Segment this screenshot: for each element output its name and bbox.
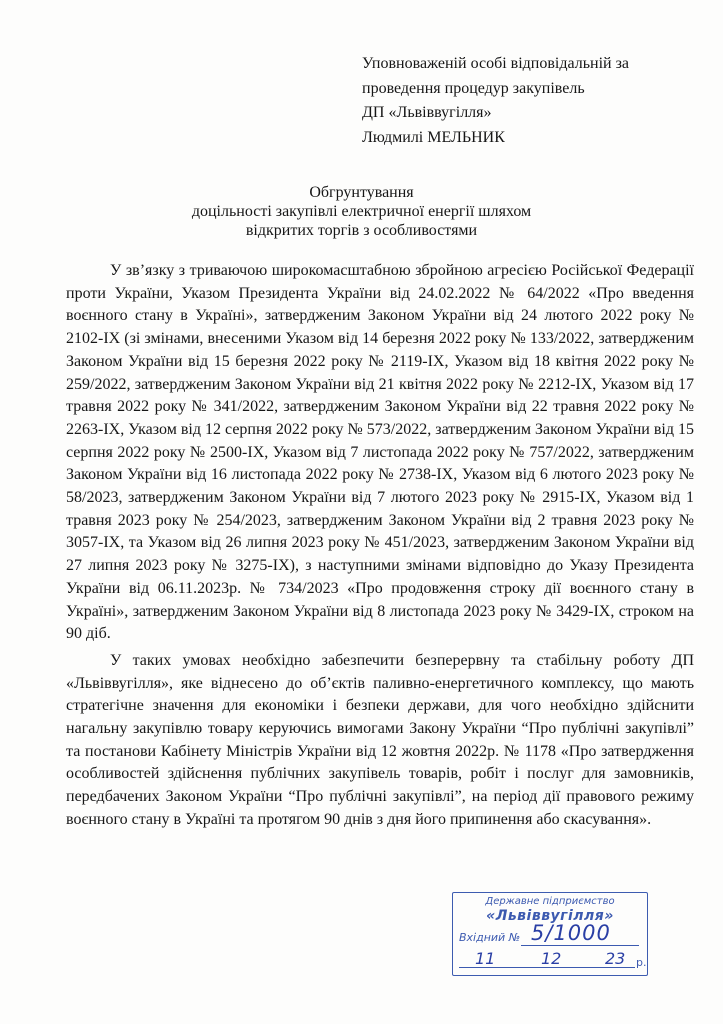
stamp-month: 12	[541, 949, 562, 968]
stamp-name: «Львіввугілля»	[486, 908, 614, 924]
stamp-divider	[459, 967, 635, 968]
document-title	[150, 183, 573, 240]
stamp-divider	[521, 945, 639, 946]
stamp-org: Державне підприємство	[485, 896, 615, 907]
addressee-block	[362, 52, 629, 150]
stamp-incoming-number: 5/1000	[531, 921, 611, 945]
addressee-name: Людмилі МЕЛЬНИК	[362, 128, 505, 146]
paragraph: У зв’язку з триваючою широкомасштабною збройною агресією Російської Федерації проти України, Указом Президента України від 24.02.2022 № 64/2022 «Про введення воєнного стану в Україні», затвердженим Законом України від 24 лютого 2022 року № 2102-IX (зі змінами, внесеними Указом від 14 березня 2022 року № 133/2022, затвердженим Законом України від 15 березня 2022 року № 2119-IX, Указом від 18 квітня 2022 року № 259/2022, затвердженим Законом України від 21 квітня 2022 року № 2212-IX, Указом від 17 травня 2022 року № 341/2022, затвердженим Законом України від 22 травня 2022 року № 2263-IX, Указом від 12 серпня 2022 року № 573/2022, затвердженим Законом України від 15 серпня 2022 року № 2500-IX, Указом від 7 листопада 2022 року № 757/2022, затвердженим Законом України від 16 листопада 2022 року № 2738-IX, Указом від 6 лютого 2023 року № 58/2023, затвердженим Законом України від 7 лютого 2023 року № 2915-IX, Указом від 1 травня 2023 року № 254/2023, затвердженим Законом України від 2 травня 2023 року № 3057-IX, та Указом від 26 липня 2023 року № 451/2023, затвердженим Законом України від 27 липня 2023 року № 3275-IX), з наступними змінами відповідно до Указу Президента України від 06.11.2023р. № 734/2023 «Про продовження строку дії воєнного стану в Україні», затвердженим Законом України від 8 листопада 2023 року № 3429-IX, строком на 90 діб.	[66, 262, 694, 643]
registration-stamp	[452, 892, 648, 976]
stamp-year-suffix: р.	[636, 956, 647, 969]
title-line: доцільності закупівлі електричної енергії шляхом	[191, 203, 532, 220]
addressee-line: ДП «Львіввугілля»	[362, 104, 492, 121]
stamp-incoming-label: Вхідний №	[459, 931, 521, 944]
addressee-line: Уповноваженій особі відповідальній за	[362, 55, 630, 72]
stamp-year: 23	[605, 949, 626, 968]
document-body	[66, 260, 694, 832]
title-line: відкритих торгів з особливостями	[245, 222, 478, 239]
title-line: Обгрунтування	[309, 184, 414, 201]
stamp-day: 11	[475, 949, 496, 968]
addressee-line: проведення процедур закупівель	[362, 79, 585, 97]
paragraph: У таких умовах необхідно забезпечити безперервну та стабільну роботу ДП «Львіввугілля», яке віднесено до об’єктів паливно-енергетичного комплексу, що мають стратегічне значення для економіки і безпеки держави, для чого необхідно здійснити нагальну закупівлю товару керуючись вимогами Закону України “Про публічні закупівлі” та постанови Кабінету Міністрів України від 12 жовтня 2022р. № 1178 «Про затвердження особливостей здійснення публічних закупівель товарів, робіт і послуг для замовників, передбачених Законом України “Про публічні закупівлі”, на період дії правового режиму воєнного стану в Україні та протягом 90 днів з дня його припинення або скасування».	[66, 651, 694, 828]
